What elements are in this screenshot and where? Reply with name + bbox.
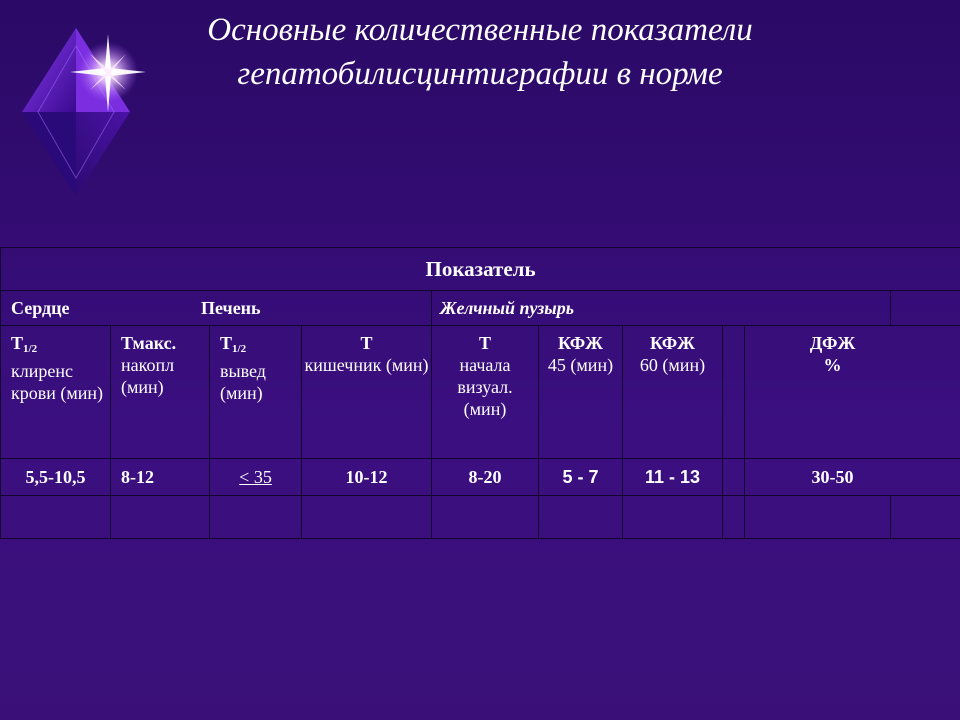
col3-main: Т (220, 333, 233, 353)
col3-rest: вывед (мин) (220, 361, 266, 403)
group-heart-liver (1, 291, 432, 326)
col2-main: Тмакс. (121, 333, 177, 353)
col-liver-half-excretion (210, 326, 302, 459)
empty-cell (891, 291, 960, 326)
title-line-2: гепатобилисцинтиграфии в норме (237, 56, 723, 92)
value-liver-tmax: 8-12 (111, 459, 210, 496)
col5-rest: начала визуал. (мин) (457, 355, 513, 419)
col-heart-clearance (1, 326, 111, 459)
empty-cell (302, 496, 432, 539)
empty-cell (623, 496, 723, 539)
col4-rest: кишечник (мин) (304, 355, 429, 375)
empty-cell (723, 326, 745, 459)
value-gb-dfzh: 30-50 (745, 459, 960, 496)
col6-rest: 45 (мин) (547, 355, 614, 375)
group-liver: Печень (201, 297, 261, 318)
value-gb-kfzh45: 5 - 7 (539, 459, 623, 496)
empty-cell (723, 459, 745, 496)
value-gb-visualization: 8-20 (432, 459, 539, 496)
col-liver-intestine (302, 326, 432, 459)
col8-rest: % (823, 355, 842, 375)
group-heart: Сердце (11, 297, 70, 318)
col5-main: Т (478, 333, 491, 353)
value-liver-half-excretion (210, 459, 302, 496)
empty-cell (539, 496, 623, 539)
empty-cell (891, 496, 960, 539)
col1-rest: клиренс крови (мин) (11, 361, 104, 403)
col-liver-tmax (111, 326, 210, 459)
empty-cell (723, 496, 745, 539)
empty-cell (432, 496, 539, 539)
col1-main: Т (11, 333, 24, 353)
table-header: Показатель (1, 248, 960, 291)
empty-cell (210, 496, 302, 539)
value-gb-kfzh60: 11 - 13 (623, 459, 723, 496)
col-gb-kfzh60 (623, 326, 723, 459)
col7-main: КФЖ (650, 333, 695, 353)
col4-main: Т (360, 333, 373, 353)
title-line-1: Основные количественные показатели (207, 12, 753, 48)
empty-cell (1, 496, 111, 539)
value-liver-intestine: 10-12 (302, 459, 432, 496)
group-gallbladder: Желчный пузырь (432, 291, 891, 326)
col-gb-dfzh (745, 326, 960, 459)
col1-sub: 1/2 (23, 343, 38, 355)
norms-table (0, 247, 960, 539)
slide-title (120, 8, 840, 96)
col6-main: КФЖ (558, 333, 603, 353)
col-gb-kfzh45 (539, 326, 623, 459)
col-gb-visualization (432, 326, 539, 459)
col2-rest: накопл (мин) (121, 355, 175, 397)
col8-main: ДФЖ (809, 333, 856, 353)
value-v3-underline: < 35 (239, 466, 272, 487)
empty-cell (745, 496, 891, 539)
empty-cell (111, 496, 210, 539)
col7-rest: 60 (мин) (639, 355, 706, 375)
col3-sub: 1/2 (232, 343, 247, 355)
value-heart-clearance: 5,5-10,5 (1, 459, 111, 496)
